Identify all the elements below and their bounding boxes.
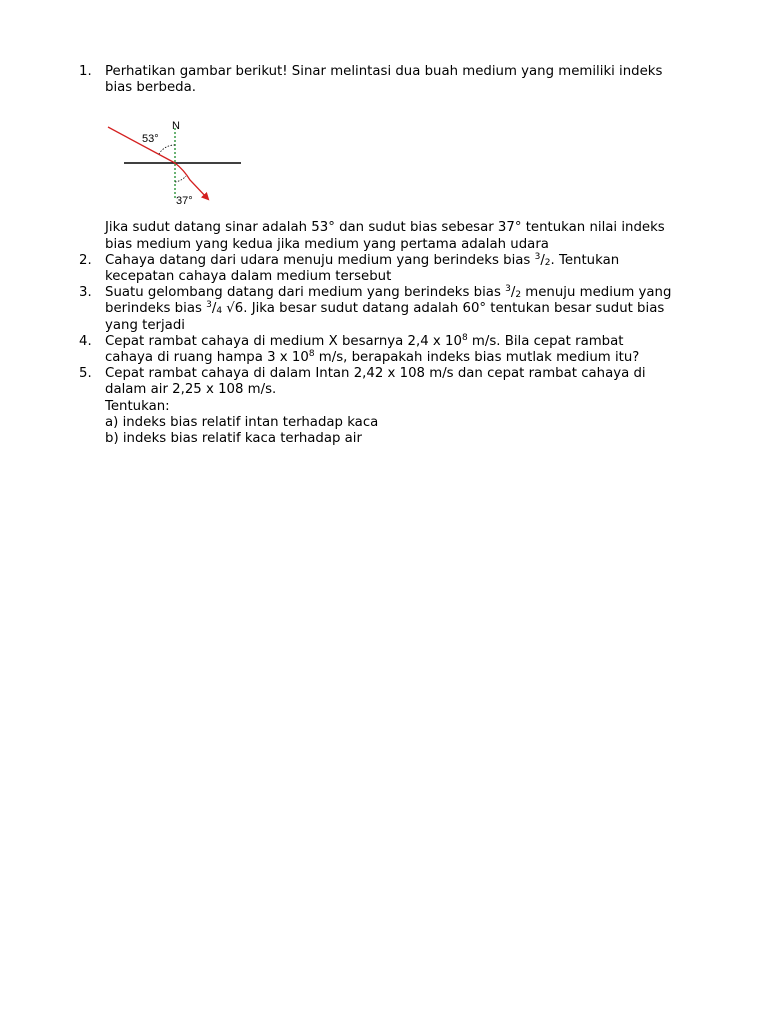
refracted-ray bbox=[175, 163, 208, 199]
question-text-line bbox=[105, 350, 719, 366]
question-1 bbox=[79, 64, 719, 253]
fraction-denominator: 2 bbox=[544, 257, 551, 268]
question-text-line: Cepat rambat cahaya di dalam Intan 2,42 x 108 m/s dan cepat rambat cahaya di bbox=[105, 366, 646, 382]
question-text-line: kecepatan cahaya dalam medium tersebut bbox=[105, 269, 392, 285]
question-number: 2. bbox=[79, 252, 92, 268]
question-number: 1. bbox=[79, 64, 92, 79]
exponent: 8 bbox=[461, 332, 468, 343]
question-text-line: Perhatikan gambar berikut! Sinar melintasi dua buah medium yang memiliki indeks bbox=[105, 64, 663, 79]
text-segment: Cahaya datang dari udara menuju medium yang berindeks bias bbox=[105, 252, 535, 268]
fraction-numerator: 3 bbox=[505, 284, 511, 295]
question-number: 5. bbox=[79, 366, 92, 382]
refraction-diagram bbox=[104, 120, 244, 206]
fraction-numerator: 3 bbox=[206, 300, 212, 311]
normal-label: N bbox=[172, 120, 180, 133]
text-segment: m/s, berapakah indeks bias mutlak medium itu? bbox=[314, 350, 640, 366]
question-number: 3. bbox=[79, 285, 92, 301]
fraction-denominator: 4 bbox=[216, 306, 223, 317]
question-text-line bbox=[105, 301, 719, 317]
sub-question-b: b) indeks bias relatif kaca terhadap air bbox=[105, 431, 362, 447]
text-segment: Cepat rambat cahaya di medium X besarnya 2,4 x 10 bbox=[105, 333, 462, 349]
question-text-line: bias medium yang kedua jika medium yang pertama adalah udara bbox=[105, 236, 549, 252]
sub-question-a: a) indeks bias relatif intan terhadap kaca bbox=[105, 414, 379, 430]
question-3 bbox=[79, 285, 719, 334]
text-segment: √6. Jika besar sudut datang adalah 60° tentukan besar sudut bias bbox=[222, 301, 665, 317]
question-text-line bbox=[105, 334, 719, 350]
text-segment: menuju medium yang bbox=[521, 285, 672, 301]
text-segment: berindeks bias bbox=[105, 301, 207, 317]
fraction: $^3/_4$ bbox=[206, 300, 223, 317]
text-segment: cahaya di ruang hampa 3 x 10 bbox=[105, 350, 309, 366]
incident-angle-arc bbox=[159, 145, 175, 154]
question-5 bbox=[79, 366, 719, 447]
fraction: $^3/_2$ bbox=[505, 284, 522, 301]
question-text-line: dalam air 2,25 x 108 m/s. bbox=[105, 382, 277, 398]
fraction-numerator: 3 bbox=[534, 251, 541, 262]
text-segment: . Tentukan bbox=[550, 252, 620, 268]
refracted-angle-arc bbox=[175, 176, 186, 182]
question-text-line bbox=[105, 253, 719, 269]
exponent: 8 bbox=[308, 349, 315, 360]
fraction: $^3/_2$ bbox=[534, 251, 551, 268]
question-text-line: Jika sudut datang sinar adalah 53° dan sudut bias sebesar 37° tentukan nilai indeks bbox=[105, 220, 665, 236]
question-text-line bbox=[105, 285, 719, 301]
question-text-line: yang terjadi bbox=[105, 317, 185, 333]
question-2 bbox=[79, 253, 719, 285]
fraction-denominator: 2 bbox=[515, 290, 522, 301]
question-list bbox=[79, 64, 719, 447]
question-number: 4. bbox=[79, 333, 92, 349]
text-segment: m/s. Bila cepat rambat bbox=[467, 333, 624, 349]
question-text-line: bias berbeda. bbox=[105, 80, 196, 96]
incident-angle-label: 53° bbox=[142, 133, 159, 146]
refracted-angle-label: 37° bbox=[176, 195, 193, 207]
question-4 bbox=[79, 334, 719, 366]
text-segment: Suatu gelombang datang dari medium yang berindeks bias bbox=[105, 285, 506, 301]
question-text-line: Tentukan: bbox=[105, 398, 170, 414]
